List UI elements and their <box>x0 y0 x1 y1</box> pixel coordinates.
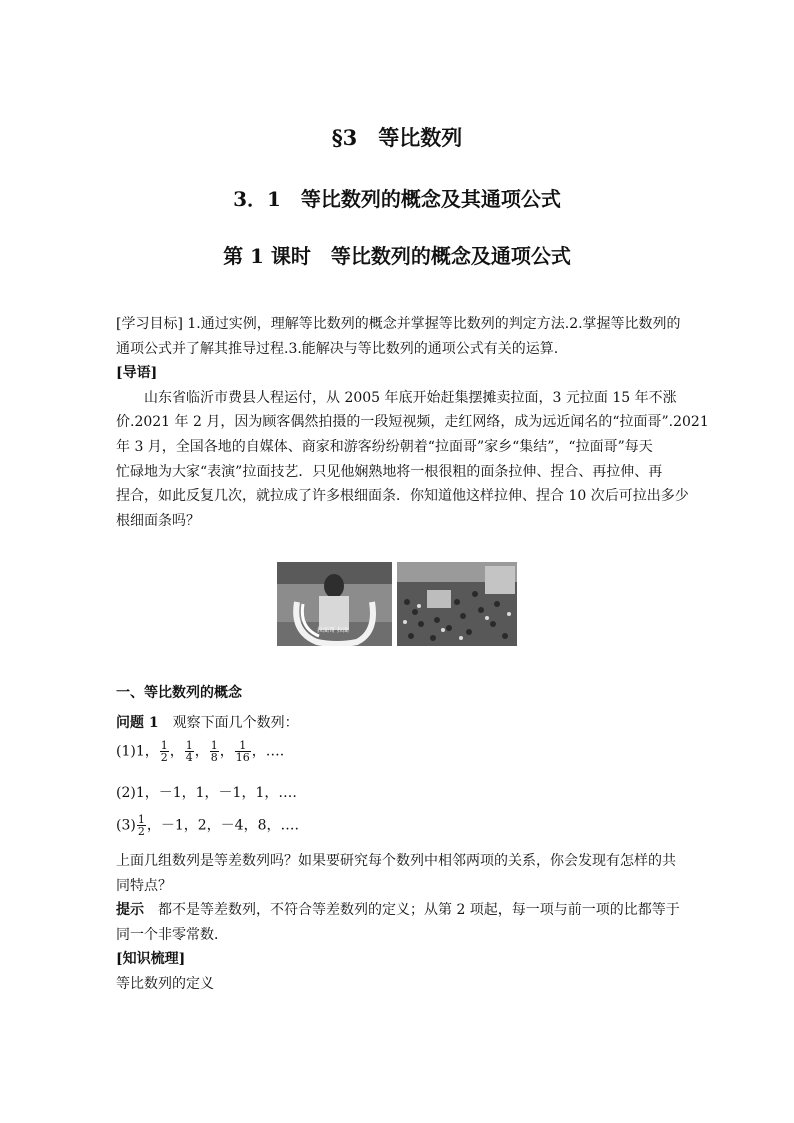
noodle-chef-photo <box>277 562 392 646</box>
objectives-label: [学习目标] <box>116 316 183 332</box>
intro-line-1: 山东省临沂市费县人程运付，从 2005 年底开始赶集摆摊卖拉面，3 元拉面 15 年不涨 <box>144 389 677 406</box>
question-line-2: 同特点？ <box>116 877 172 894</box>
intro-label: [导语] <box>116 365 158 382</box>
question-line-1: 上面几组数列是等差数列吗？如果要研究每个数列中相邻两项的关系，你会发现有怎样的共 <box>116 853 676 869</box>
hint-label: 提示 <box>116 902 144 919</box>
problem-label: 问题 1 <box>116 715 159 731</box>
intro-line-5: 捏合，如此反复几次，就拉成了许多根细面条．你知道他这样拉伸、捏合 10 次后可拉出多少 <box>116 488 689 505</box>
intro-photos <box>277 562 517 646</box>
knowledge-item: 等比数列的定义 <box>116 975 214 992</box>
photo-caption: 拉面哥 拉面 <box>317 627 349 634</box>
fraction: $\frac{1}{2}$ <box>137 813 145 838</box>
intro-line-3: 年 3 月，全国各地的自媒体、商家和游客纷纷朝着“拉面哥”家乡“集结”，“拉面哥”每天 <box>116 438 653 455</box>
learning-objectives <box>116 312 709 533</box>
objectives-line-1: [学习目标] 1.通过实例，理解等比数列的概念并掌握等比数列的判定方法.2.掌握等比数列的 <box>116 316 681 332</box>
objectives-line-2: 通项公式并了解其推导过程.3.能解决与等比数列的通项公式有关的运算. <box>116 340 559 357</box>
sequence-1: (1)1， $\frac{1}{2}$ ， $\frac{1}{4}$ ， $\frac{1}{8}$ ， $\frac{1}{16}$ ，…. <box>116 739 285 764</box>
question-and-hint <box>116 849 682 997</box>
hint-line-2: 同一个非零常数． <box>116 926 228 943</box>
lesson-title: 第 1 课时 等比数列的概念及通项公式 <box>223 244 571 268</box>
hint-line-1: 提示 都不是等差数列，不符合等差数列的定义；从第 2 项起，每一项与前一项的比都等于 <box>116 902 680 919</box>
sequence-3: (3) $\frac{1}{2}$ ，－1，2，－4，8，…. <box>116 813 299 838</box>
intro-line-6: 根细面条吗？ <box>116 512 200 529</box>
section-title: §3 等比数列 <box>331 125 463 150</box>
fraction: $\frac{1}{4}$ <box>185 739 193 764</box>
fraction: $\frac{1}{16}$ <box>235 739 250 764</box>
sequence-2: (2)1，－1，1，－1，1，…. <box>116 785 297 801</box>
fraction: $\frac{1}{8}$ <box>210 739 218 764</box>
subsection-title: 3．1 等比数列的概念及其通项公式 <box>233 187 561 211</box>
fraction: $\frac{1}{2}$ <box>160 739 168 764</box>
intro-line-2: 价.2021 年 2 月，因为顾客偶然拍摄的一段短视频，走红网络，成为远近闻名的“拉面哥”.2021 <box>116 414 709 431</box>
problem-1: 问题 1 观察下面几个数列： <box>116 715 299 731</box>
section1-title: 一、等比数列的概念 <box>116 685 242 701</box>
crowd-photo <box>397 562 517 646</box>
intro-line-4: 忙碌地为大家“表演”拉面技艺．只见他娴熟地将一根很粗的面条拉伸、捏合、再拉伸、再 <box>116 463 663 480</box>
knowledge-label: [知识梳理] <box>116 951 186 968</box>
